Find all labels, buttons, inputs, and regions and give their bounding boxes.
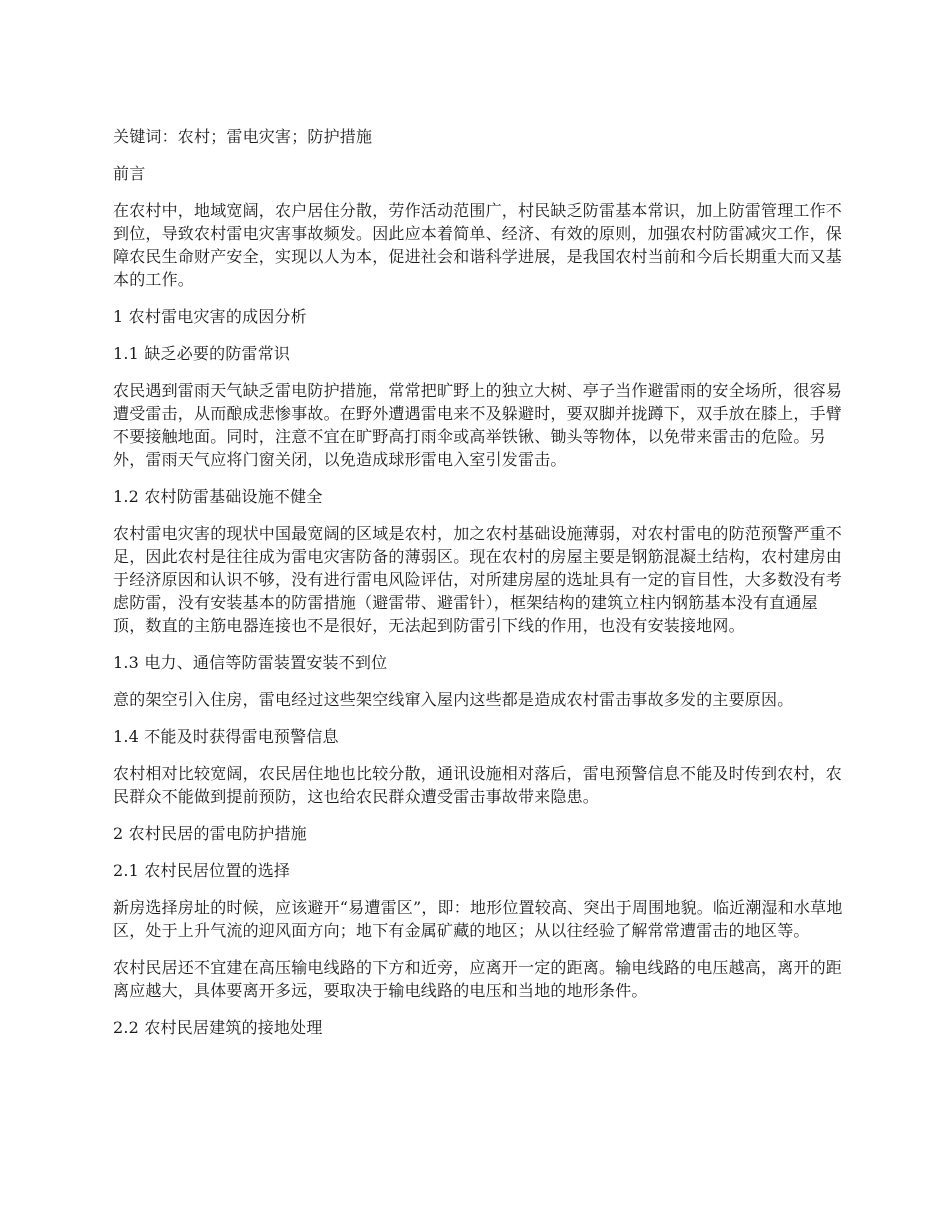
section-1-1-heading: 1.1 缺乏必要的防雷常识 [113, 344, 291, 363]
section-1-2-heading: 1.2 农村防雷基础设施不健全 [113, 487, 323, 506]
section-1-4-heading: 1.4 不能及时获得雷电预警信息 [113, 727, 339, 746]
keywords-line: 关键词：农村；雷电灾害；防护措施 [113, 127, 373, 146]
section-1-2-paragraph: 农村雷电灾害的现状中国最宽阔的区域是农村，加之农村基础设施薄弱，对农村雷电的防范预警严重不足，因此农村是往往成为雷电灾害防备的薄弱区。现在农村的房屋主要是钢筋混凝土结构，农村建房由于经济原因和认识不够，没有进行雷电风险评估，对所建房屋的选址具有一定的盲目性，大多数没有考虑防雷，没有安装基本的防雷措施（避雷带、避雷针），框架结构的建筑立柱内钢筋基本没有直通屋顶，数直的主筋电器连接也不是很好，无法起到防雷引下线的作用，也没有安装接地网。 [113, 524, 843, 635]
section-1-heading: 1 农村雷电灾害的成因分析 [113, 307, 307, 326]
section-2-1-paragraph-b: 农村民居还不宜建在高压输电线路的下方和近旁，应离开一定的距离。输电线路的电压越高，离开的距离应越大，具体要离开多远，要取决于输电线路的电压和当地的地形条件。 [113, 958, 843, 1000]
section-2-1-heading: 2.1 农村民居位置的选择 [113, 861, 291, 880]
section-2-heading: 2 农村民居的雷电防护措施 [113, 824, 307, 843]
section-2-2-heading: 2.2 农村民居建筑的接地处理 [113, 1018, 323, 1037]
section-2-1-paragraph-a: 新房选择房址的时候，应该避开“易遭雷区”，即：地形位置较高、突出于周围地貌。临近潮湿和水草地区，处于上升气流的迎风面方向；地下有金属矿藏的地区；从以往经验了解常常遭雷击的地区等。 [113, 898, 843, 940]
section-1-3-paragraph: 意的架空引入住房，雷电经过这些架空线窜入屋内这些都是造成农村雷击事故多发的主要原因。 [113, 690, 794, 709]
section-1-3-heading: 1.3 电力、通信等防雷装置安装不到位 [113, 653, 388, 672]
section-1-4-paragraph: 农村相对比较宽阔，农民居住地也比较分散，通讯设施相对落后，雷电预警信息不能及时传到农村，农民群众不能做到提前预防，这也给农民群众遭受雷击事故带来隐患。 [113, 764, 843, 806]
section-1-1-paragraph: 农民遇到雷雨天气缺乏雷电防护措施，常常把旷野上的独立大树、亭子当作避雷雨的安全场所，很容易遭受雷击，从而酿成悲惨事故。在野外遭遇雷电来不及躲避时，要双脚并拢蹲下，双手放在膝上，手臂不要接触地面。同时，注意不宜在旷野高打雨伞或高举铁锹、锄头等物体，以免带来雷击的危险。另外，雷雨天气应将门窗关闭，以免造成球形雷电入室引发雷击。 [113, 381, 843, 469]
document-page [113, 125, 843, 1053]
preface-paragraph: 在农村中，地域宽阔，农户居住分散，劳作活动范围广，村民缺乏防雷基本常识，加上防雷管理工作不到位，导致农村雷电灾害事故频发。因此应本着简单、经济、有效的原则，加强农村防雷减灾工作，保障农民生命财产安全，实现以人为本，促进社会和谐科学进展，是我国农村当前和今后长期重大而又基本的工作。 [113, 201, 843, 289]
preface-heading: 前言 [113, 164, 146, 183]
